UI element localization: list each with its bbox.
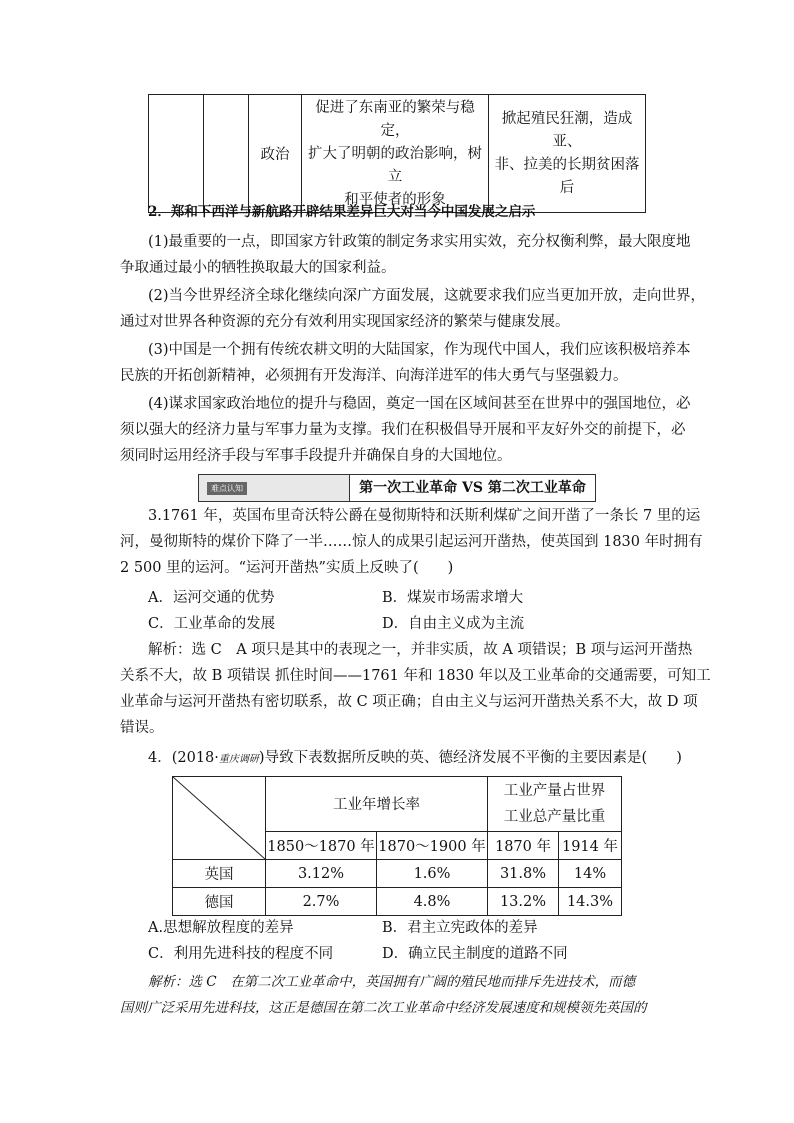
- section2-p3-l2: 民族的开拓创新精神，必须拥有开发海洋、向海洋进军的伟大勇气与坚强毅力。: [120, 368, 628, 384]
- data-table: [172, 776, 622, 916]
- q3-option-c: C．工业革命的发展: [148, 616, 276, 632]
- section2-p4-l2: 须以强大的经济力量与军事力量为支撑。我们在积极倡导开展和平友好外交的前提下，必: [120, 422, 686, 438]
- table-cell: 3.12%: [266, 860, 377, 888]
- q3-option-a: A．运河交通的优势: [148, 590, 275, 606]
- top-table-effect-b: 掀起殖民狂潮，造成亚、 非、拉美的长期贫困落 后: [489, 95, 646, 213]
- section2-p4-l3: 须同时运用经济手段与军事手段提升并确保自身的大国地位。: [120, 448, 512, 464]
- q4-option-b: B．君主立宪政体的差异: [382, 920, 538, 936]
- q4-option-c: C．利用先进科技的程度不同: [148, 946, 334, 962]
- q3-analysis-l1: 解析：选 C A 项只是其中的表现之一，并非实质，故 A 项错误；B 项与运河开凿热: [148, 642, 693, 658]
- table-cell: 14.3%: [559, 888, 622, 916]
- q4-option-a: A.思想解放程度的差异: [148, 920, 294, 936]
- table-corner-diagonal: [173, 777, 265, 859]
- table-head-growth: 工业年增长率: [266, 777, 488, 832]
- table-subhead-2: 1870～1900 年: [377, 831, 488, 859]
- q4-option-d: D．确立民主制度的道路不同: [382, 946, 568, 962]
- q3-option-b: B．煤炭市场需求增大: [382, 590, 524, 606]
- table-corner-cell: [173, 777, 266, 860]
- table-row: [173, 888, 622, 916]
- table-subhead-3: 1870 年: [488, 831, 559, 859]
- section2-p4-l1: (4)谋求国家政治地位的提升与稳固，奠定一国在区域间甚至在世界中的强国地位，必: [148, 396, 691, 412]
- top-table-empty-cell-2: [204, 95, 249, 213]
- table-cell: 4.8%: [377, 888, 488, 916]
- q3-stem-l1: 3.1761 年，英国布里奇沃特公爵在曼彻斯特和沃斯利煤矿之间开凿了一条长 7 里的运: [148, 508, 701, 524]
- q3-stem-l2: 河，曼彻斯特的煤价下降了一半……惊人的成果引起运河开凿热，使英国到 1830 年时拥有: [120, 534, 703, 550]
- section2-p2-l2: 通过对世界各种资源的充分有效利用实现国家经济的繁荣与健康发展。: [120, 314, 570, 330]
- table-row: [173, 860, 622, 888]
- topic-banner: [198, 474, 596, 502]
- section2-p2-l1: (2)当今世界经济全球化继续向深广方面发展，这就要求我们应当更加开放，走向世界，: [148, 288, 706, 304]
- table-row-country: 英国: [173, 860, 266, 888]
- q4-analysis-l2: 国则广泛采用先进科技，这正是德国在第二次工业革命中经济发展速度和规模领先英国的: [120, 1000, 647, 1016]
- banner-tag-box: [199, 475, 350, 501]
- section2-p3-l1: (3)中国是一个拥有传统农耕文明的大陆国家，作为现代中国人，我们应该积极培养本: [148, 342, 691, 358]
- table-cell: 13.2%: [488, 888, 559, 916]
- table-cell: 1.6%: [377, 860, 488, 888]
- top-table-category: 政治: [249, 95, 302, 213]
- table-subhead-1: 1850～1870 年: [266, 831, 377, 859]
- q3-analysis-l3: 业革命与运河开凿热有密切联系，故 C 项正确；自由主义与运河开凿热关系不大，故 D 项: [120, 694, 698, 710]
- q3-analysis-l4: 错误。: [120, 720, 164, 736]
- table-subhead-4: 1914 年: [559, 831, 622, 859]
- q3-stem-l3: 2 500 里的运河。“运河开凿热”实质上反映了( ): [120, 560, 454, 576]
- table-row-country: 德国: [173, 888, 266, 916]
- top-table: [148, 94, 646, 213]
- table-cell: 2.7%: [266, 888, 377, 916]
- table-head-share: 工业产量占世界 工业总产量比重: [488, 777, 622, 832]
- section2-heading: 2．郑和下西洋与新航路开辟结果差异巨大对当今中国发展之启示: [148, 204, 536, 220]
- q3-analysis-l2: 关系不大，故 B 项错误 抓住时间——1761 年和 1830 年以及工业革命的交通需要，可知工: [120, 668, 711, 684]
- section2-p1-l2: 争取通过最小的牺牲换取最大的国家利益。: [120, 260, 396, 276]
- banner-tag: 难点认知: [207, 482, 247, 495]
- q4-stem: [148, 748, 682, 770]
- top-table-empty-cell-1: [149, 95, 204, 213]
- banner-title: 第一次工业革命 VS 第二次工业革命: [359, 480, 586, 496]
- top-table-effect-a: 促进了东南亚的繁荣与稳定， 扩大了明朝的政治影响，树立 和平使者的形象: [302, 95, 489, 213]
- q4-stem-pre: 4．(2018·: [148, 750, 219, 766]
- q4-analysis-l1: 解析：选 C 在第二次工业革命中，英国拥有广阔的殖民地而排斥先进技术，而德: [148, 974, 636, 990]
- q4-stem-post: )导致下表数据所反映的英、德经济发展不平衡的主要因素是( ): [258, 750, 682, 766]
- section2-p1-l1: (1)最重要的一点，即国家方针政策的制定务求实用实效，充分权衡利弊，最大限度地: [148, 234, 691, 250]
- q3-option-d: D．自由主义成为主流: [382, 616, 525, 632]
- q4-stem-source: 重庆调研: [218, 754, 259, 765]
- table-cell: 14%: [559, 860, 622, 888]
- table-cell: 31.8%: [488, 860, 559, 888]
